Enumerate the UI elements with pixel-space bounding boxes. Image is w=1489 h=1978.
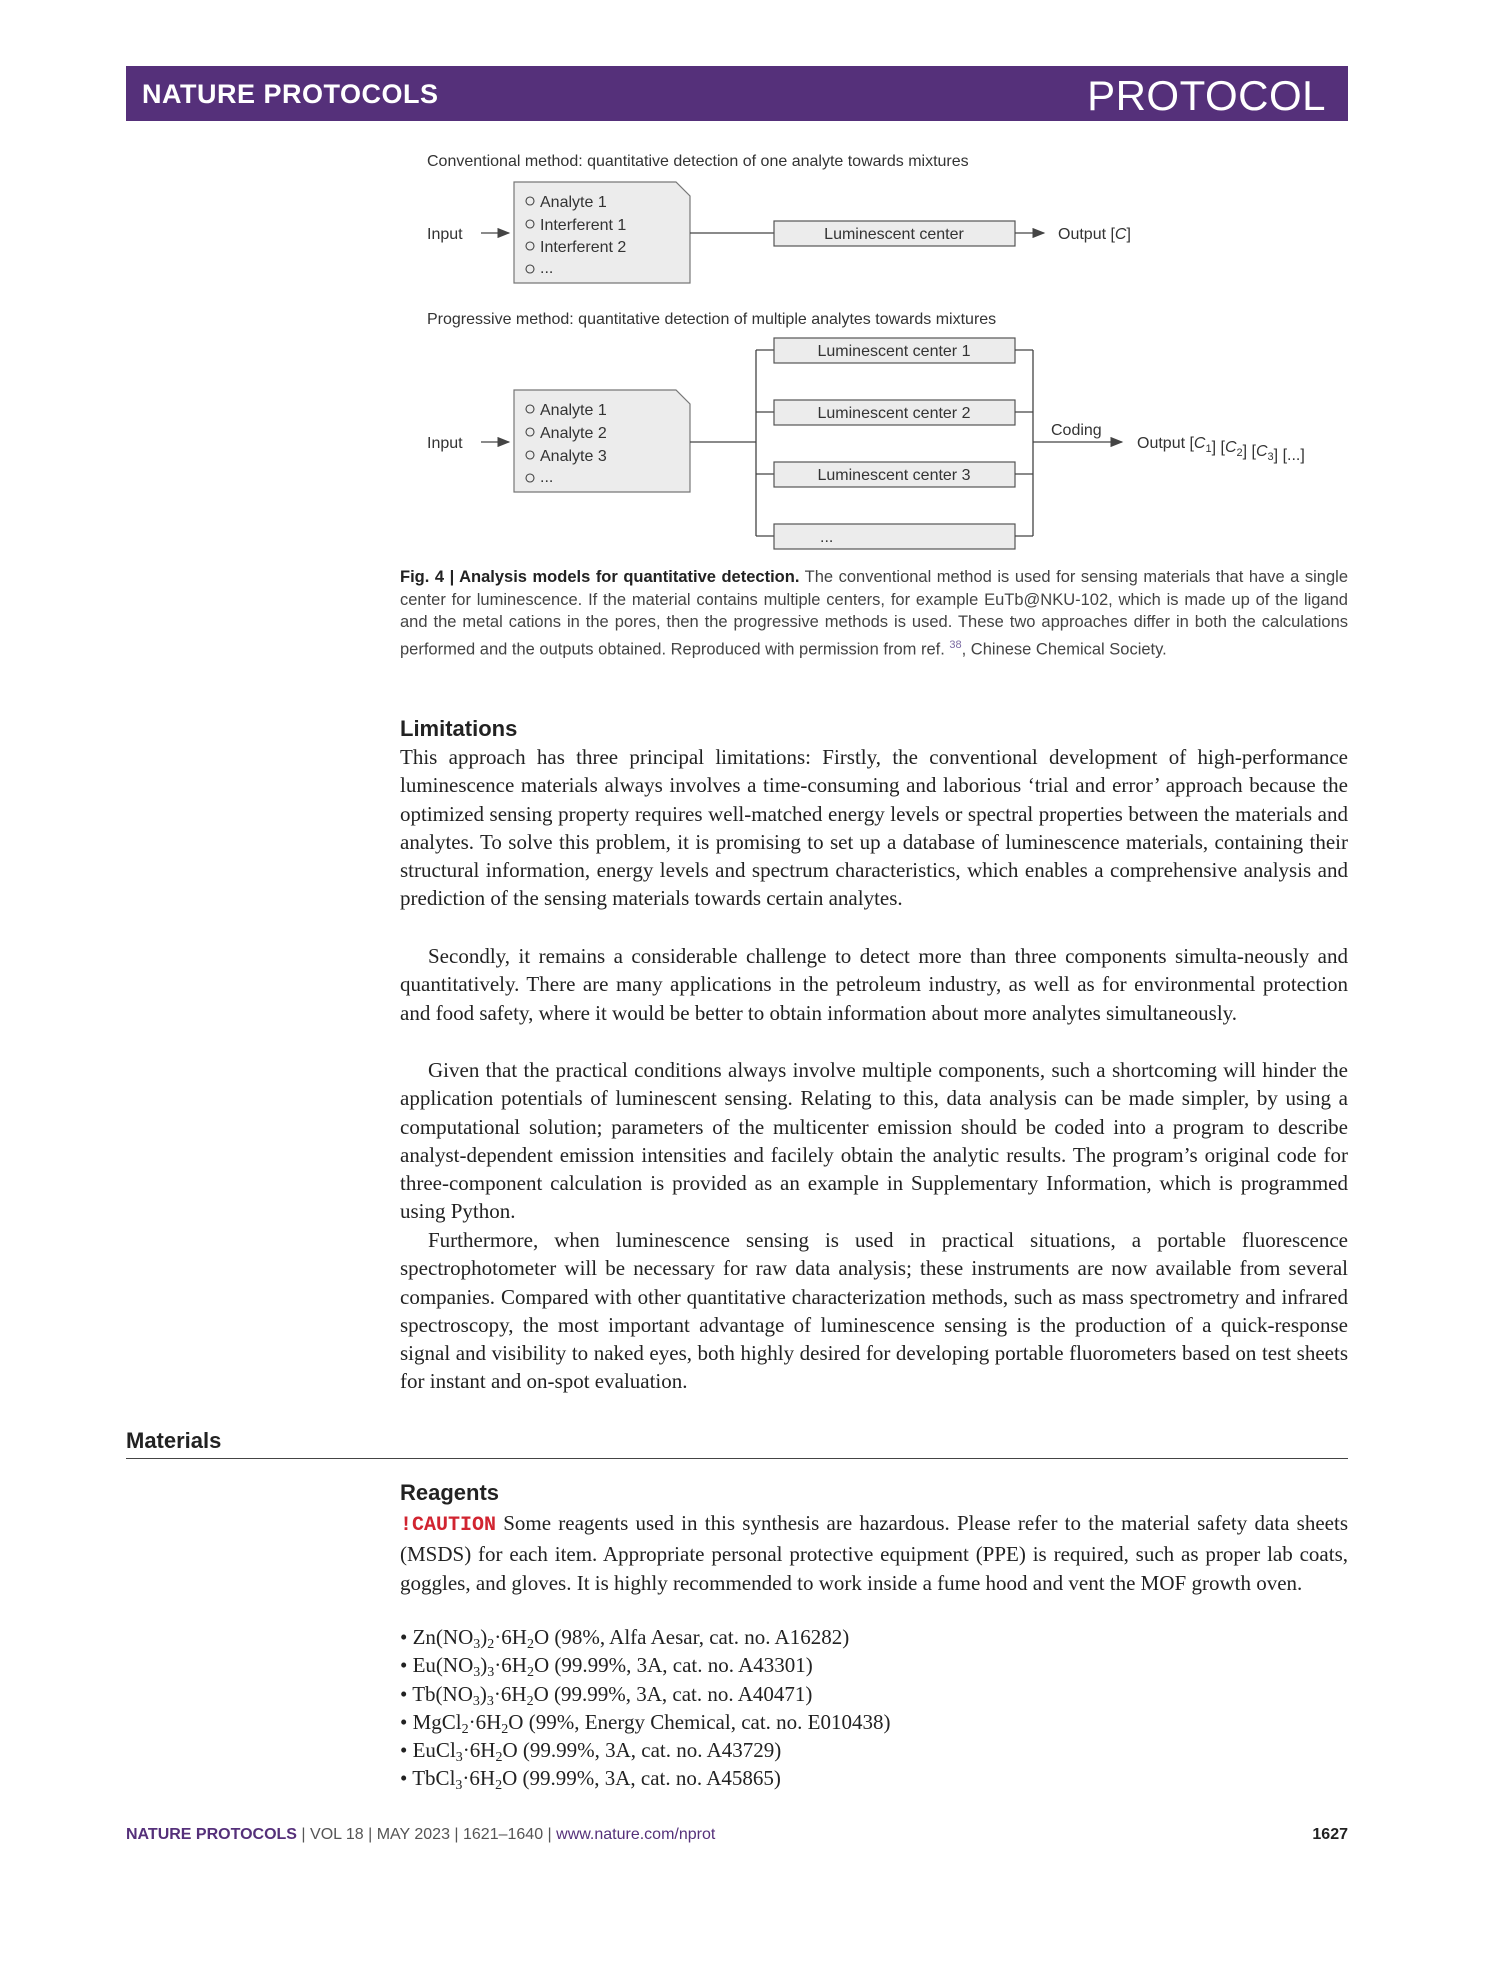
conventional-item-2: Interferent 1 [540,217,627,234]
reagent-formula: $Tb(NO_3)_3\cdot 6H_2O$ [412,1681,549,1709]
reagent-item: • $EuCl_3\cdot 6H_2O$ (99.99%, 3A, cat. no. A43729) [400,1738,782,1766]
figure-caption-text: The conventional method is used for sensing materials that have a single center for luminescence. If the material contains multiple centers, for example EuTb@NKU-102, which is made up of the ligand and the metal cations in the pores, then the progressive methods is used. These two approaches differ in both the calculations performed and the outputs obtained. Reproduced with permission from ref. [400,568,1348,658]
luminescent-center-2-label: Luminescent center 2 [817,405,971,422]
conventional-center-label: Luminescent center [824,226,964,243]
limitations-paragraph-4: Furthermore, when luminescence sensing is used in practical situations, a portable fluorescence spectrophotometer will be necessary for raw data analysis; these instruments are now available from several companies. Compared with other quantitative characterization methods, such as mass spectrometry and infrared spectroscopy, the most important advantage of luminescence sensing is the production of a quick-response signal and visibility to naked eyes, both highly desired for developing portable fluorometers based on test sheets for instant and on-spot evaluation. [400,1228,1348,1394]
luminescent-center-more-box [774,524,1015,549]
journal-name: NATURE PROTOCOLS [142,79,439,109]
reagent-details: (99.99%, 3A, cat. no. A43729) [517,1738,782,1763]
caution-label: !CAUTION [400,1514,497,1537]
limitations-paragraph-2: Secondly, it remains a considerable challenge to detect more than three components simulta-neously and quantitatively. There are many applications in the petroleum industry, as well as for environmental protection and food safety, where it would be better to obtain information about more analytes simultaneously. [400,944,1348,1025]
conventional-item-1: Analyte 1 [540,194,607,211]
reagent-item: • $Zn(NO_3)_2\cdot 6H_2O$ (98%, Alfa Aesar, cat. no. A16282) [400,1625,850,1652]
conventional-item-4: ... [540,260,554,277]
page-number: 1627 [1312,1826,1348,1843]
conventional-title: Conventional method: quantitative detection of one analyte towards mixtures [427,153,969,170]
footer-url-link[interactable]: www.nature.com/nprot [556,1826,716,1843]
progressive-item-3: Analyte 3 [540,448,607,465]
limitations-heading: Limitations [400,716,518,741]
coding-label: Coding [1051,422,1102,439]
reagent-list [400,1623,1348,1793]
materials-divider [126,1458,1348,1459]
progressive-item-4: ... [540,469,554,486]
journal-header-bar [126,66,1348,121]
progressive-title: Progressive method: quantitative detection of multiple analytes towards mixtures [427,311,997,328]
article-type: PROTOCOL [1087,72,1326,119]
reagents-heading: Reagents [400,1480,500,1505]
reagent-details: (99.99%, 3A, cat. no. A40471) [548,1681,813,1706]
reagent-details: (99.99%, 3A, cat. no. A45865) [517,1766,781,1791]
materials-heading: Materials [126,1428,222,1453]
reagent-formula: $Eu(NO_3)_3\cdot 6H_2O$ [412,1653,550,1681]
reagent-details: (99%, Energy Chemical, cat. no. E010438) [523,1709,891,1734]
caution-text: Some reagents used in this synthesis are hazardous. Please refer to the material safety data sheets (MSDS) for each item. Appropriate personal protective equipment (PPE) is required, such as proper lab coats, goggles, and gloves. It is highly recommended to work inside a fume hood and vent the MOF growth oven. [400,1511,1348,1595]
reagent-formula: $Zn(NO_3)_2\cdot 6H_2O$ [412,1625,550,1652]
reagent-formula: $TbCl_3\cdot 6H_2O$ [412,1766,518,1794]
reagent-item: • $Eu(NO_3)_3\cdot 6H_2O$ (99.99%, 3A, cat. no. A43301) [400,1653,813,1681]
conventional-input-label: Input [427,226,463,243]
reagent-formula: $EuCl_3\cdot 6H_2O$ [412,1738,518,1766]
caution-paragraph [400,1509,1348,1597]
conventional-item-3: Interferent 2 [540,239,627,256]
conventional-output-label: Output [C] [1058,226,1131,243]
figure-4-diagram [400,140,1348,560]
footer-volume-info: | VOL 18 | MAY 2023 | 1621–1640 | [296,1826,557,1843]
reagent-details: (98%, Alfa Aesar, cat. no. A16282) [549,1625,850,1649]
limitations-paragraph-3: Given that the practical conditions always involve multiple components, such a shortcoming will hinder the application potentials of luminescent sensing. Relating to this, data analysis can be made simpler, by using a computational solution; parameters of the multicenter emission should be coded into a program to describe analyst-dependent emission intensities and facilely obtain the analytic results. The program’s original code for three-component calculation is provided as an example in Supplementary Information, which is programmed using Python. [400,1058,1348,1224]
figure-4 [400,140,1348,560]
luminescent-center-more-label: ... [820,529,834,546]
reagent-item: • $Tb(NO_3)_3\cdot 6H_2O$ (99.99%, 3A, cat. no. A40471) [400,1681,813,1709]
progressive-item-2: Analyte 2 [540,425,607,442]
figure-caption-ref[interactable]: 38 [949,638,962,651]
reagent-item: • $MgCl_2\cdot 6H_2O$ (99%, Energy Chemical, cat. no. E010438) [400,1709,891,1737]
progressive-output-label: Output $[C_1]$ $[C_2]$ $[C_3]$ [...] [1137,435,1305,464]
figure-caption [400,566,1348,661]
luminescent-center-3-label: Luminescent center 3 [817,467,971,484]
reagent-details: (99.99%, 3A, cat. no. A43301) [549,1653,813,1678]
reagent-item: • $TbCl_3\cdot 6H_2O$ (99.99%, 3A, cat. no. A45865) [400,1766,781,1794]
figure-caption-tail: , Chinese Chemical Society. [961,640,1167,658]
reagent-formula: $MgCl_2\cdot 6H_2O$ [412,1709,524,1737]
figure-caption-label: Fig. 4 | Analysis models for quantitative detection. [400,568,800,586]
limitations-paragraph-1: This approach has three principal limitations: Firstly, the conventional development of high-performance luminescence materials always involves a time-consuming and laborious ‘trial and error’ approach because the optimized sensing property requires well-matched energy levels or spectral properties between the materials and analytes. To solve this problem, it is promising to set up a database of luminescence materials, containing their structural information, energy levels and spectrum characteristics, which enables a comprehensive analysis and prediction of the sensing materials towards certain analytes. [400,745,1348,911]
progressive-item-1: Analyte 1 [540,402,607,419]
luminescent-center-1-label: Luminescent center 1 [817,343,971,360]
footer-journal: NATURE PROTOCOLS [126,1826,297,1843]
progressive-input-label: Input [427,435,463,452]
page-footer [126,1826,715,1844]
